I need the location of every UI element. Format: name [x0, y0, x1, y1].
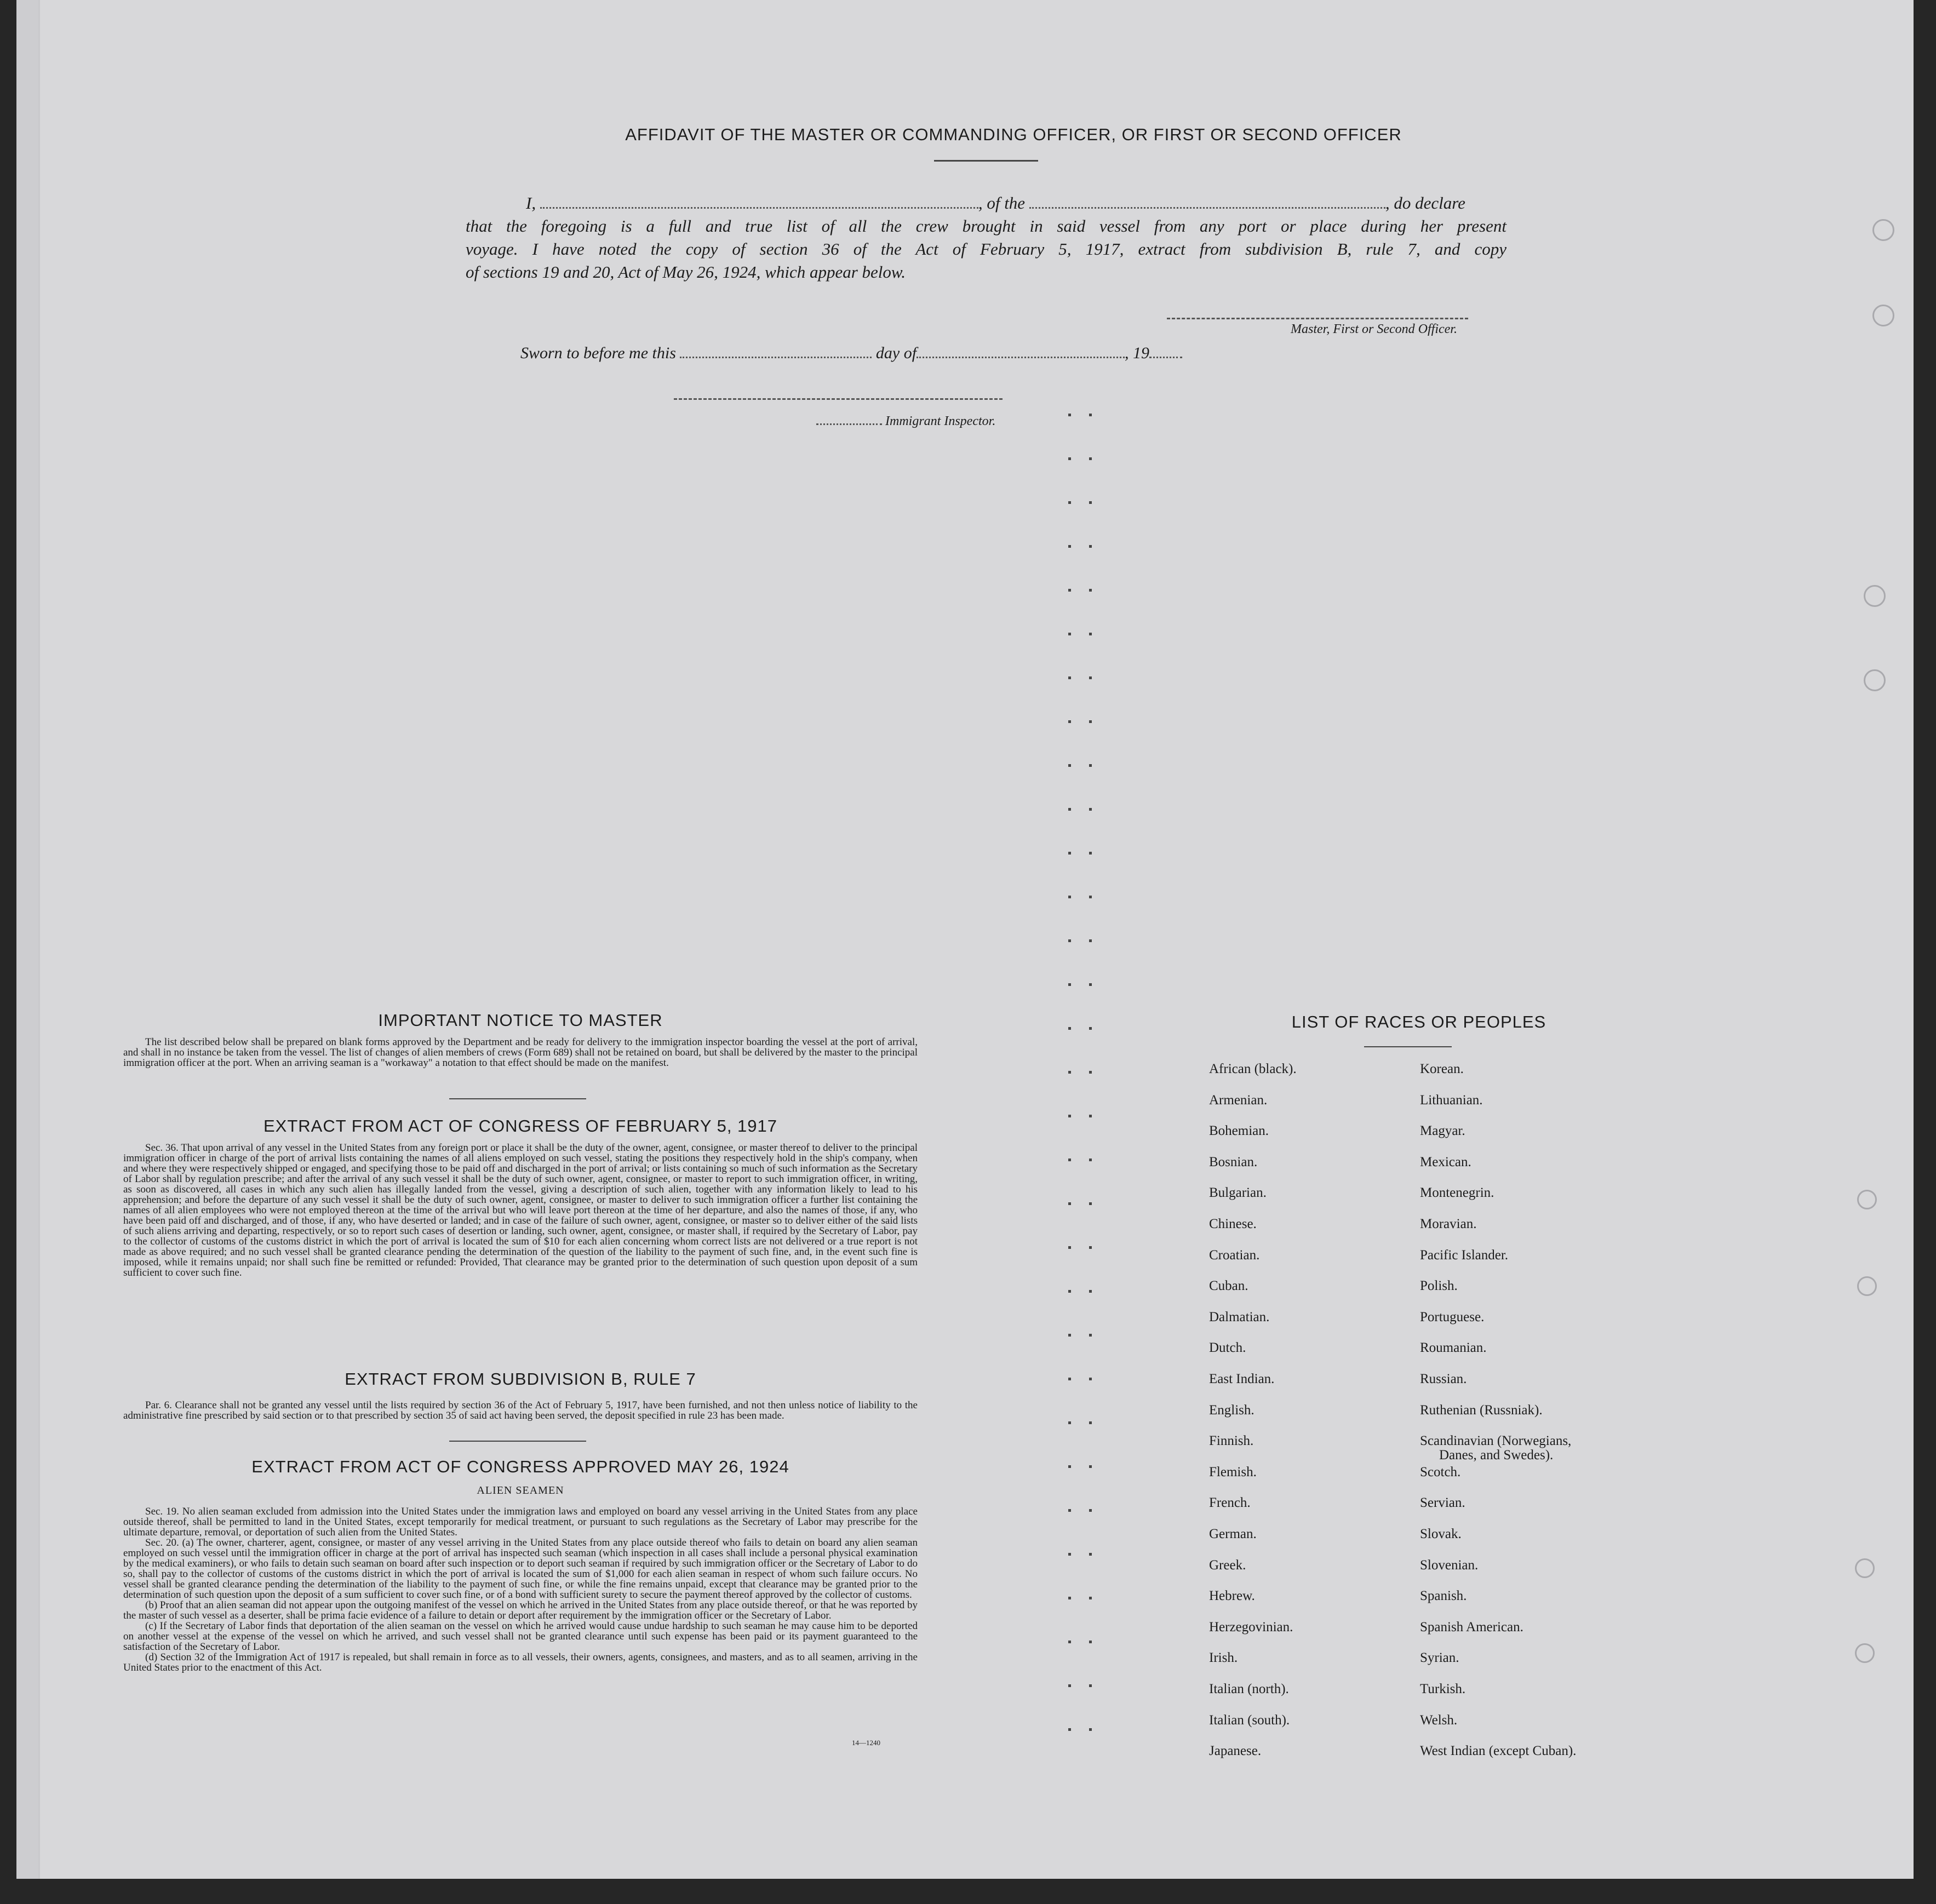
- perforation-dot: [1089, 545, 1092, 548]
- perforation-dot: [1068, 1465, 1071, 1468]
- inspector-signature-line[interactable]: [674, 398, 1003, 400]
- sworn-prefix: Sworn to before me this: [520, 344, 676, 362]
- perforation-dot: [1068, 1553, 1071, 1556]
- perforation-dot: [1068, 1246, 1071, 1249]
- perforation-dot: [1068, 1728, 1071, 1731]
- perforation-dot: [1068, 720, 1071, 723]
- extract-1924-body: [123, 1506, 918, 1673]
- binder-hole: [1872, 219, 1894, 241]
- perforation-dot: [1089, 1728, 1092, 1731]
- races-heading: LIST OF RACES OR PEOPLES: [1291, 1012, 1546, 1031]
- extract-1924-heading: EXTRACT FROM ACT OF CONGRESS APPROVED MAY 26, 1924: [251, 1457, 789, 1476]
- affidavit-line-2: that the foregoing is a full and true list of all the crew brought in said vessel from any port or place during her present: [466, 216, 1507, 236]
- race-item: Spanish American.: [1420, 1619, 1523, 1635]
- race-item: French.: [1209, 1495, 1251, 1511]
- sworn-year-blank[interactable]: [1149, 357, 1182, 358]
- race-item: Finnish.: [1209, 1433, 1254, 1449]
- rule7-heading: EXTRACT FROM SUBDIVISION B, RULE 7: [345, 1369, 696, 1389]
- perforation-dot: [1089, 457, 1092, 460]
- race-item: Hebrew.: [1209, 1588, 1255, 1604]
- sec20a-text: Sec. 20. (a) The owner, charterer, agent, consignee, or master of any vessel arriving in the United States from any place outside thereof who fails to detain on board any alien seaman employed on such vessel until the immigration officer in charge at the port of arrival has inspected such seaman (which inspection in all cases shall include a personal physical examination by the medical examiners), or who fails to detain such seaman on board after such inspection or to deport such seaman if required by such immigration officer or the Secretary of Labor to do so, shall pay to the collector of customs of the customs district in which the port of arrival is located the sum of $1,000 for each alien seaman in respect of whom such failure occurs. No vessel shall be granted clearance pending the determination of the liability to the payment of such fine, or while the fine remains unpaid, except that clearance may be granted prior to the determination of such question upon the deposit of a sum sufficient to cover such fine, or of a bond with sufficient surety to secure the payment thereof approved by the collector of customs.: [123, 1537, 918, 1601]
- extract-1924-subheading: ALIEN SEAMEN: [477, 1484, 564, 1496]
- race-item: Lithuanian.: [1420, 1092, 1483, 1108]
- race-item: Italian (north).: [1209, 1682, 1289, 1696]
- perforation-dot: [1068, 414, 1071, 416]
- race-item: Dutch.: [1209, 1340, 1246, 1356]
- affidavit-line-4: of sections 19 and 20, Act of May 26, 1924, which appear below.: [466, 262, 906, 282]
- race-item: Greek.: [1209, 1557, 1246, 1573]
- perforation-dot: [1089, 1597, 1092, 1599]
- perforation-dot: [1068, 983, 1071, 986]
- perforation-dot: [1089, 414, 1092, 416]
- perforation-dot: [1068, 1115, 1071, 1117]
- race-item: Pacific Islander.: [1420, 1247, 1509, 1263]
- perforation-dot: [1089, 676, 1092, 679]
- sworn-month-blank[interactable]: [917, 357, 1125, 358]
- race-item: Cuban.: [1209, 1278, 1248, 1294]
- perforation-dot: [1068, 896, 1071, 898]
- race-item: Dalmatian.: [1209, 1309, 1270, 1324]
- sworn-day-blank[interactable]: [680, 357, 872, 358]
- race-item: Portuguese.: [1420, 1309, 1485, 1324]
- race-item: Ruthenian (Russniak).: [1420, 1402, 1543, 1418]
- binder-hole: [1855, 1558, 1875, 1578]
- sec20b-text: (b) Proof that an alien seaman did not appear upon the outgoing manifest of the vessel on which he arrived in the United States from any place outside thereof, or that he was reported by the master of such vessel as a deserter, shall be prima facie evidence of a failure to detain or deport after requirement by the immigration officer or the Secretary of Labor.: [123, 1599, 918, 1621]
- race-item: Herzegovinian.: [1209, 1619, 1293, 1635]
- perforation-dot: [1068, 1334, 1071, 1337]
- perforation-dot: [1089, 1509, 1092, 1512]
- race-item: Russian.: [1420, 1372, 1467, 1386]
- perforation-dot: [1068, 633, 1071, 635]
- race-item: Turkish.: [1420, 1682, 1466, 1696]
- race-item: Welsh.: [1420, 1712, 1458, 1728]
- perforation-dot: [1068, 1641, 1071, 1643]
- perforation-dot: [1089, 1334, 1092, 1337]
- title-divider: [934, 160, 1038, 162]
- race-item: Servian.: [1420, 1495, 1465, 1511]
- perforation-dot: [1068, 501, 1071, 504]
- perforation-dot: [1089, 1465, 1092, 1468]
- race-item: Flemish.: [1209, 1464, 1257, 1479]
- binder-hole: [1857, 1190, 1877, 1209]
- perforation-dot: [1068, 1159, 1071, 1161]
- race-item: West Indian (except Cuban).: [1420, 1744, 1577, 1759]
- perforation-dot: [1068, 1202, 1071, 1205]
- master-signature-line[interactable]: [1167, 318, 1468, 319]
- notice-text: The list described below shall be prepared on blank forms approved by the Department and be ready for delivery to the immigration inspector boarding the vessel at the port of arrival, and shall in no instance be taken from the vessel. The list of changes of alien members of crews (Form 689) shall not be retained on board, but shall be delivered by the master to the principal immigration officer at the port. When an arriving seaman is a "workaway" a notation to that effect should be made on the manifest.: [123, 1036, 918, 1069]
- race-item: Irish.: [1209, 1650, 1238, 1666]
- race-item: Polish.: [1420, 1278, 1458, 1294]
- perforation-dot: [1068, 852, 1071, 854]
- perforation-dot: [1089, 939, 1092, 942]
- inspector-caption-text: Immigrant Inspector.: [885, 414, 996, 428]
- race-item: Korean.: [1420, 1062, 1464, 1076]
- binder-hole: [1872, 305, 1894, 326]
- race-item: German.: [1209, 1527, 1257, 1541]
- sworn-statement: [520, 344, 1182, 363]
- perforation-dot: [1068, 1684, 1071, 1687]
- sec20d-text: (d) Section 32 of the Immigration Act of 1917 is repealed, but shall remain in force as to all vessels, their owners, agents, consignees, and masters, and as to all seamen, arriving in the United States prior to the enactment of this Act.: [123, 1651, 918, 1673]
- race-item: Roumanian.: [1420, 1340, 1487, 1356]
- race-item: East Indian.: [1209, 1372, 1275, 1386]
- affidavit-title: AFFIDAVIT OF THE MASTER OR COMMANDING OFFICER, OR FIRST OR SECOND OFFICER: [625, 125, 1402, 144]
- affidavit-declare: , do declare: [1385, 193, 1465, 213]
- notice-heading: IMPORTANT NOTICE TO MASTER: [378, 1011, 663, 1030]
- race-item: Scotch.: [1420, 1464, 1461, 1479]
- race-item: Japanese.: [1209, 1744, 1262, 1759]
- perforation-dot: [1089, 1071, 1092, 1074]
- perforation-dot: [1068, 1027, 1071, 1030]
- binder-hole: [1864, 585, 1886, 607]
- perforation-dot: [1089, 1290, 1092, 1293]
- perforation-dot: [1089, 1378, 1092, 1380]
- extract-1917-text: Sec. 36. That upon arrival of any vessel in the United States from any foreign port or place it shall be the duty of the owner, agent, consignee, or master thereof to deliver to the principal immigration officer in charge of the port of arrival lists containing the names of all aliens employed on such vessel, stating the positions they respectively hold in the ship's company, when and where they were respectively shipped or engaged, and specifying those to be paid off and discharged in the port of arrival; or lists containing so much of such information as the Secretary of Labor shall by regulation prescribe; and after the arrival of any such vessel it shall be the duty of such owner, agent, consignee, or master to report to such immigration officer, in writing, as soon as discovered, all cases in which any such alien has illegally landed from the vessel, giving a description of such alien, together with any information likely to lead to his apprehension; and before the departure of any such vessel it shall be the duty of such owner, agent, consignee, or master to deliver to such immigration officer a further list containing the names of all alien employees who were not employed thereon at the time of the arrival but who will leave port thereon at the time of her departure, and also the names of those, if any, who have been paid off and discharged, and of those, if any, who have deserted or landed; and in case of the failure of such owner, agent, consignee, or master so to deliver either of the said lists of such aliens arriving and departing, respectively, or so to report such cases of desertion or landing, such owner, agent, consignee, or master shall, if required by the Secretary of Labor, pay to the collector of customs of the customs district in which the port of arrival is located the sum of $10 for each alien concerning whom correct lists are not delivered or a true report is not made as above required; and no such vessel shall be granted clearance pending the determination of the question of the liability to the payment of such fine, and, in the event such fine is imposed, while it remains unpaid; nor shall such fine be remitted or refunded: Provided, That clearance may be granted prior to the determination of such question upon deposit of a sum sufficient to cover such fine.: [123, 1142, 918, 1278]
- affidavit-i: I,: [526, 193, 536, 213]
- rule7-text: Par. 6. Clearance shall not be granted any vessel until the lists required by section 36 of the Act of February 5, 1917, have been furnished, and not then unless notice of liability to the administrative fine prescribed by said section or to that prescribed by section 35 of said act having been served, the deposit specified in rule 23 has been made.: [123, 1400, 918, 1421]
- inspector-caption: [816, 414, 995, 429]
- name-blank[interactable]: [540, 207, 978, 209]
- sec20c-text: (c) If the Secretary of Labor finds that deportation of the alien seaman on the vessel on which he arrived would cause undue hardship to such seaman he may cause him to be deported on another vessel at the expense of the vessel on which he arrived, and such vessel shall not be granted clearance until such expense has been paid or its payment guaranteed to the satisfaction of the Secretary of Labor.: [123, 1620, 918, 1653]
- races-divider: [1364, 1046, 1452, 1047]
- perforation-dot: [1089, 1553, 1092, 1556]
- race-item: Montenegrin.: [1420, 1185, 1494, 1201]
- race-item: Slovenian.: [1420, 1557, 1479, 1573]
- race-item: Scandinavian (Norwegians,: [1420, 1433, 1572, 1449]
- perforation-dot: [1089, 808, 1092, 811]
- race-item: Mexican.: [1420, 1154, 1471, 1169]
- perforation-dot: [1089, 589, 1092, 592]
- perforation-dot: [1089, 1115, 1092, 1117]
- perforation-dot: [1068, 676, 1071, 679]
- perforation-dot: [1089, 720, 1092, 723]
- race-item: Spanish.: [1420, 1588, 1467, 1604]
- perforation-dot: [1089, 764, 1092, 767]
- race-item: Chinese.: [1209, 1217, 1257, 1231]
- sworn-day-of: day of: [875, 344, 917, 362]
- master-signature-caption: Master, First or Second Officer.: [1291, 322, 1457, 336]
- race-item: Moravian.: [1420, 1217, 1477, 1231]
- extract-1917-heading: EXTRACT FROM ACT OF CONGRESS OF FEBRUARY 5, 1917: [263, 1116, 778, 1135]
- binder-hole: [1857, 1276, 1877, 1296]
- perforation-dot: [1089, 1641, 1092, 1643]
- perforation-dot: [1089, 896, 1092, 898]
- perforation-dot: [1068, 1071, 1071, 1074]
- perforation-dot: [1089, 633, 1092, 635]
- race-item: Croatian.: [1209, 1247, 1260, 1263]
- race-item: Bohemian.: [1209, 1123, 1269, 1139]
- perforation-dot: [1068, 1290, 1071, 1293]
- binder-hole: [1855, 1643, 1875, 1663]
- divider: [449, 1441, 586, 1442]
- perforation-dot: [1068, 1378, 1071, 1380]
- perforation-dot: [1068, 545, 1071, 548]
- perforation-dot: [1068, 1597, 1071, 1599]
- binder-hole: [1864, 669, 1886, 691]
- perforation-dot: [1068, 939, 1071, 942]
- affidavit-line-3: voyage. I have noted the copy of section 36 of the Act of February 5, 1917, extract from subdivision B, rule 7, and copy: [466, 239, 1507, 259]
- sec19-text: Sec. 19. No alien seaman excluded from admission into the United States under the immigration laws and employed on board any vessel arriving in the United States from any place outside thereof, shall be permitted to land in the United States, except temporarily for medical treatment, or pursuant to such regulations as the Secretary of Labor may prescribe for the ultimate departure, removal, or deportation of such alien from the United States.: [123, 1506, 918, 1538]
- race-item: Slovak.: [1420, 1527, 1462, 1541]
- races-list: [1209, 1062, 1647, 1774]
- page-edge: [16, 0, 38, 1879]
- perforation-dot: [1089, 1246, 1092, 1249]
- sworn-year: , 19: [1125, 344, 1150, 362]
- race-item: Magyar.: [1420, 1123, 1465, 1139]
- form-number: 14—1240: [852, 1739, 880, 1747]
- race-item-continuation: Danes, and Swedes).: [1439, 1448, 1554, 1463]
- race-item: Bulgarian.: [1209, 1185, 1267, 1201]
- perforation-dot: [1068, 764, 1071, 767]
- perforation-dot: [1068, 457, 1071, 460]
- perforation-dot: [1089, 1027, 1092, 1030]
- race-item: Bosnian.: [1209, 1154, 1258, 1169]
- race-item: African (black).: [1209, 1062, 1297, 1076]
- perforation-dot: [1089, 983, 1092, 986]
- race-item: Italian (south).: [1209, 1712, 1290, 1728]
- race-item: English.: [1209, 1402, 1255, 1418]
- affidavit-line-1: [466, 192, 1507, 215]
- perforation-dot: [1089, 1421, 1092, 1424]
- perforation-dot: [1089, 1159, 1092, 1161]
- race-item: Armenian.: [1209, 1092, 1268, 1108]
- perforation-dot: [1089, 1684, 1092, 1687]
- perforation-dot: [1089, 852, 1092, 854]
- perforation-dot: [1068, 589, 1071, 592]
- affidavit-body: [466, 192, 1507, 284]
- perforation-dot: [1068, 1509, 1071, 1512]
- perforation-dot: [1068, 808, 1071, 811]
- divider: [449, 1098, 586, 1099]
- perforation-dot: [1089, 501, 1092, 504]
- race-item: Syrian.: [1420, 1650, 1459, 1666]
- perforation-dot: [1068, 1421, 1071, 1424]
- affidavit-of-the: , of the: [978, 193, 1026, 213]
- perforation-dot: [1089, 1202, 1092, 1205]
- vessel-blank[interactable]: [1029, 207, 1385, 209]
